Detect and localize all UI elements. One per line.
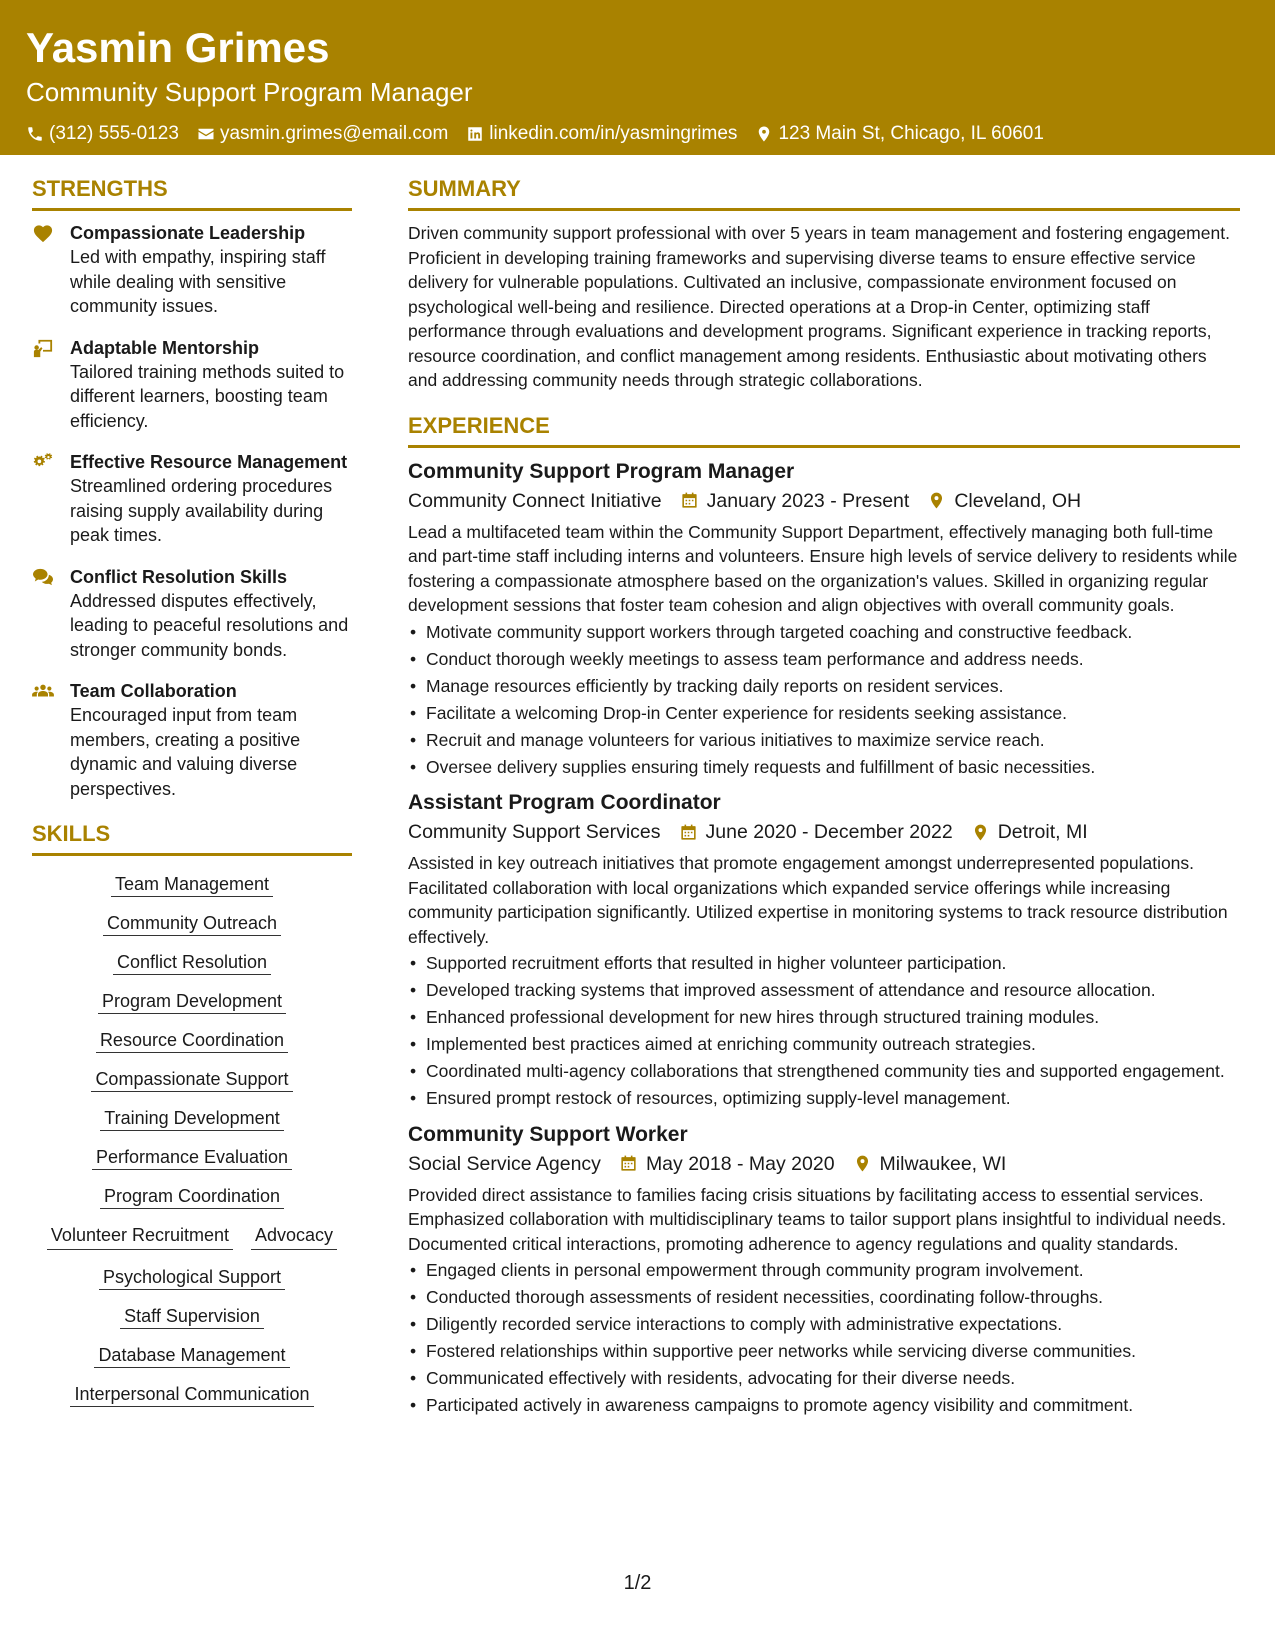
- chat-bubbles-icon: [32, 567, 54, 587]
- skill-tag: Database Management: [94, 1345, 289, 1368]
- skill-tag: Resource Coordination: [96, 1030, 288, 1053]
- job-bullet: • Manage resources efficiently by tracking daily reports on resident services.: [408, 674, 1240, 699]
- strength-item: [32, 679, 352, 801]
- job-bullet: • Diligently recorded service interactions to comply with administrative expectations.: [408, 1312, 1240, 1337]
- strength-item: [32, 221, 352, 319]
- skill-tag: Conflict Resolution: [113, 952, 271, 975]
- experience-heading: EXPERIENCE: [408, 412, 1240, 448]
- strengths-heading: STRENGTHS: [32, 175, 352, 211]
- calendar-icon: [679, 823, 698, 842]
- skill-tag: Staff Supervision: [120, 1306, 264, 1329]
- job-dates-text: May 2018 - May 2020: [645, 1152, 835, 1175]
- location-pin-icon: [927, 491, 946, 510]
- skill-tag: Advocacy: [251, 1223, 337, 1250]
- strength-name: Adaptable Mentorship: [70, 337, 260, 358]
- location-pin-icon: [971, 823, 990, 842]
- job-bullet: • Facilitate a welcoming Drop-in Center experience for residents seeking assistance.: [408, 701, 1240, 726]
- skill-tag: Volunteer Recruitment: [47, 1223, 233, 1250]
- contact-linkedin[interactable]: [466, 122, 737, 146]
- linkedin-icon: [466, 125, 484, 143]
- job-dates-text: January 2023 - Present: [706, 489, 910, 512]
- job-dates: [679, 817, 953, 847]
- job-bullet: • Implemented best practices aimed at enriching community outreach strategies.: [408, 1032, 1240, 1057]
- teacher-board-icon: [32, 338, 54, 358]
- job-bullet: • Conduct thorough weekly meetings to assess team performance and address needs.: [408, 647, 1240, 672]
- job-bullet: • Fostered relationships within supportive peer networks while servicing diverse communities.: [408, 1339, 1240, 1364]
- candidate-title: Community Support Program Manager: [26, 77, 473, 107]
- contact-bar: [26, 122, 1249, 146]
- location-pin-icon: [853, 1154, 872, 1173]
- job-title: Assistant Program Coordinator: [408, 791, 721, 814]
- job-description: Lead a multifaceted team within the Community Support Department, effectively managing both full-time and part-time staff including interns and volunteers. Ensure high levels of service delivery to residents while fostering a compassionate atmosphere based on the organization's values. Skilled in organizing regular development sessions that foster team cohesion and align objectives with overall community goals.: [408, 521, 1238, 615]
- strength-item: [32, 336, 352, 434]
- job-location: [971, 817, 1088, 847]
- gears-icon: [32, 452, 54, 472]
- address-text: 123 Main St, Chicago, IL 60601: [778, 123, 1044, 144]
- skill-tag: Team Management: [111, 874, 273, 897]
- email-icon: [197, 125, 215, 143]
- job-bullet: • Motivate community support workers through targeted coaching and constructive feedback.: [408, 620, 1240, 645]
- strength-item: [32, 450, 352, 548]
- skills-list: [32, 866, 352, 1406]
- job-location-text: Milwaukee, WI: [879, 1152, 1007, 1175]
- skills-heading: SKILLS: [32, 820, 352, 856]
- strength-name: Compassionate Leadership: [70, 223, 306, 243]
- job-meta: [408, 817, 1240, 847]
- resume-header: [0, 0, 1275, 155]
- calendar-icon: [619, 1154, 638, 1173]
- phone-text: (312) 555-0123: [49, 123, 179, 144]
- summary-text: Driven community support professional with over 5 years in team management and fostering engagement. Proficient in developing training frameworks and supervising diverse teams to ensure effective service delivery for vulnerable populations. Cultivated an inclusive, compassionate environment focused on psychological well-being and resilience. Directed operations at a Drop-in Center, optimizing staff performance through evaluations and development programs. Significant experience in tracking reports, resource coordination, and conflict management among residents. Enthusiastic about motivating others and addressing community needs through strategic collaborations.: [408, 223, 1230, 390]
- candidate-name: Yasmin Grimes: [26, 24, 330, 71]
- strength-desc: Addressed disputes effectively, leading to peaceful resolutions and stronger community bonds.: [70, 590, 349, 660]
- job-bullets: [408, 951, 1240, 1111]
- strength-name: Effective Resource Management: [70, 452, 348, 472]
- strength-name: Team Collaboration: [70, 681, 237, 701]
- skill-tag: Performance Evaluation: [92, 1147, 292, 1170]
- job-meta: [408, 486, 1240, 516]
- contact-email[interactable]: [197, 122, 448, 146]
- left-column: [32, 175, 352, 1406]
- job-bullet: • Communicated effectively with residents, advocating for their diverse needs.: [408, 1366, 1240, 1391]
- strength-item: [32, 565, 352, 663]
- skill-tag: Program Development: [98, 991, 286, 1014]
- skill-tag: Training Development: [100, 1108, 283, 1131]
- skill-tag: Interpersonal Communication: [70, 1384, 313, 1407]
- job-bullet: • Participated actively in awareness campaigns to promote agency visibility and commitment.: [408, 1393, 1240, 1418]
- linkedin-text[interactable]: linkedin.com/in/yasmingrimes: [489, 123, 738, 144]
- calendar-icon: [680, 491, 699, 510]
- strength-desc: Tailored training methods suited to different learners, boosting team efficiency.: [70, 361, 345, 431]
- skill-tag: Psychological Support: [99, 1267, 285, 1290]
- job-entry: [408, 789, 1240, 1111]
- job-bullet: • Developed tracking systems that improved assessment of attendance and resource allocation.: [408, 978, 1240, 1003]
- strength-desc: Encouraged input from team members, creating a positive dynamic and valuing diverse perspectives.: [70, 705, 301, 799]
- job-dates: [619, 1149, 835, 1179]
- job-location: [927, 486, 1081, 516]
- job-dates-text: June 2020 - December 2022: [705, 821, 953, 843]
- job-company: Community Support Services: [408, 821, 661, 843]
- summary-heading: SUMMARY: [408, 175, 1240, 211]
- skill-tag: Compassionate Support: [91, 1069, 292, 1092]
- strength-desc: Led with empathy, inspiring staff while dealing with sensitive community issues.: [70, 247, 326, 316]
- job-bullet: • Conducted thorough assessments of resident necessities, coordinating follow-throughs.: [408, 1285, 1240, 1310]
- strength-desc: Streamlined ordering procedures raising supply availability during peak times.: [70, 476, 333, 545]
- heart-icon: [32, 223, 54, 243]
- job-entry: [408, 458, 1240, 780]
- job-meta: [408, 1149, 1240, 1179]
- contact-phone: [26, 122, 179, 146]
- job-bullets: [408, 1258, 1240, 1418]
- job-company: Social Service Agency: [408, 1152, 601, 1175]
- skill-tag: Program Coordination: [100, 1186, 284, 1209]
- job-bullets: [408, 620, 1240, 780]
- right-column: [408, 175, 1240, 1428]
- strength-name: Conflict Resolution Skills: [70, 566, 288, 587]
- job-bullet: • Coordinated multi-agency collaborations that strengthened community ties and supported engagement.: [408, 1059, 1240, 1084]
- job-location: [853, 1149, 1007, 1179]
- job-title: Community Support Worker: [408, 1122, 688, 1146]
- job-entry: [408, 1121, 1240, 1418]
- job-description: Assisted in key outreach initiatives that promote engagement amongst underrepresented populations. Facilitated collaboration with local organizations which expanded service offerings while increasing community participation significantly. Utilized expertise in monitoring systems to track resource distribution effectively.: [408, 853, 1228, 947]
- job-bullet: • Supported recruitment efforts that resulted in higher volunteer participation.: [408, 951, 1240, 976]
- job-bullet: • Engaged clients in personal empowerment through community program involvement.: [408, 1258, 1240, 1283]
- job-location-text: Detroit, MI: [997, 821, 1088, 843]
- job-title: Community Support Program Manager: [408, 459, 795, 483]
- job-bullet: • Recruit and manage volunteers for various initiatives to maximize service reach.: [408, 728, 1240, 753]
- phone-icon: [26, 125, 44, 143]
- location-pin-icon: [755, 125, 773, 143]
- contact-address: [755, 122, 1043, 146]
- job-dates: [680, 486, 910, 516]
- skill-tag: Community Outreach: [103, 913, 281, 936]
- page-number: 1/2: [623, 1572, 652, 1594]
- job-company: Community Connect Initiative: [408, 489, 662, 512]
- job-bullet: • Oversee delivery supplies ensuring timely requests and fulfillment of basic necessities.: [408, 755, 1240, 780]
- email-text[interactable]: yasmin.grimes@email.com: [219, 123, 449, 144]
- job-bullet: • Ensured prompt restock of resources, optimizing supply-level management.: [408, 1086, 1240, 1111]
- job-description: Provided direct assistance to families facing crisis situations by facilitating access to essential services. Emphasized collaboration with multidisciplinary teams to tailor support plans insightful to individual needs. Documented critical interactions, promoting adherence to agency regulations and quality standards.: [408, 1184, 1227, 1254]
- job-bullet: • Enhanced professional development for new hires through structured training modules.: [408, 1005, 1240, 1030]
- people-group-icon: [32, 681, 54, 701]
- job-location-text: Cleveland, OH: [954, 489, 1082, 512]
